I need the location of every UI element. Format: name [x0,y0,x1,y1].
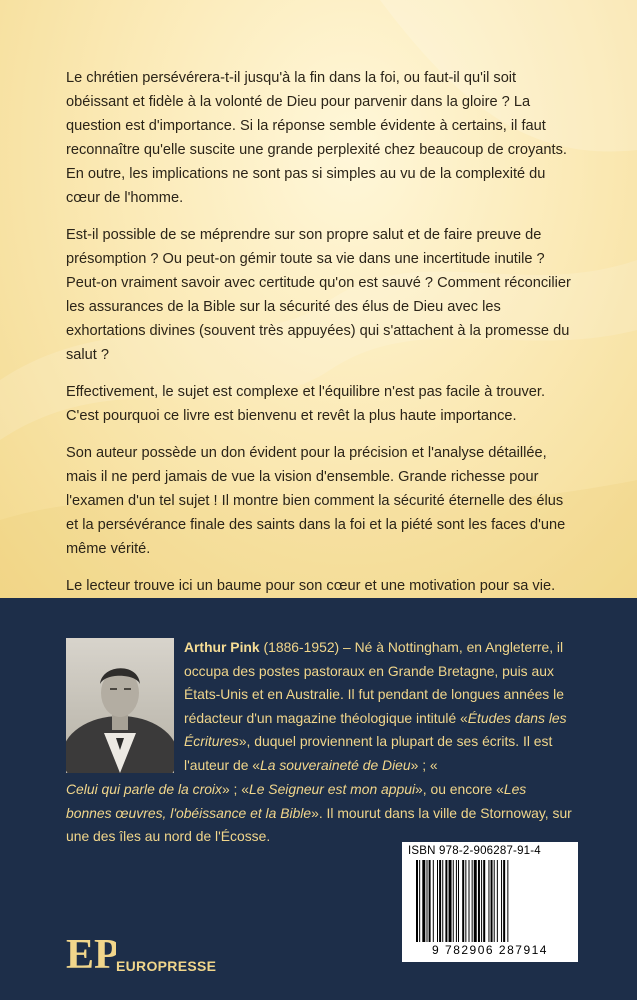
blurb-paragraph: Est-il possible de se méprendre sur son propre salut et de faire preuve de présomption ? Ou peut-on gémir toute sa vie dans une incertitude inutile ? Peut-on vraiment savoir avec certitude qu'on est sauvé ? Comment réconcilier les assurances de la Bible sur la sécurité des élus de Dieu avec les exhortations divines (souvent très appuyées) qui s'attachent à la promesse du salut ? [66,227,571,363]
barcode-bar [419,860,420,942]
barcode-bar [494,860,495,942]
author-panel [0,598,637,1000]
blurb-paragraph: Le lecteur trouve ici un baume pour son cœur et une motivation pour sa vie. [66,578,556,594]
author-bio-continued [66,778,572,849]
barcode-digits: 9 782906 287914 [432,943,548,957]
blurb-paragraph: Le chrétien persévérera-t-il jusqu'à la fin dans la foi, ou faut-il qu'il soit obéissant et fidèle à la volonté de Dieu pour parvenir dans la gloire ? La question est d'importance. Si la réponse semble évidente à certains, il faut reconnaître qu'elle suscite une grande perplexité chez beaucoup de croyants. En outre, les implications ne sont pas si simples au vu de la complexité du cœur de l'homme. [66,70,567,206]
author-name: Arthur Pink [184,639,260,655]
publisher-logo-icon [66,930,116,978]
barcode-bar [439,860,441,942]
barcode-bar [458,860,459,942]
book-title: Le Seigneur est mon appui [249,781,416,797]
barcode-bar [442,860,443,942]
barcode-bar [469,860,470,942]
bio-text: », duquel proviennent la plupart de ses écrits. Il est l'auteur de « [184,733,553,773]
barcode-bar [427,860,428,942]
barcode-bar [503,860,505,942]
barcode-bar [429,860,431,942]
book-title: Les bonnes œuvres, l'obéissance et la Bible [66,781,527,821]
barcode-bar [416,860,418,942]
bio-separator: » ; « [410,756,438,773]
barcode-bar [491,860,493,942]
bio-text: ». Il mourut dans la ville de Stornoway, sur une des îles au nord de l'Écosse. [66,804,572,844]
barcode-bar [488,860,489,942]
barcode-bar [422,860,425,942]
barcode-bar [472,860,473,942]
barcode-bar [483,860,485,942]
barcode-bar [453,860,454,942]
bio-text: – Né à Nottingham, en Angleterre, il occupa des postes pastoraux en Grande Bretagne, puis aux États-Unis et en Australie. Il fut pendant de longues années le rédacteur d'un magazine théologique intitulé « [184,639,564,726]
barcode-bar [501,860,502,942]
bio-separator: » ; « [221,781,249,797]
book-title: La souveraineté de Dieu [260,756,411,773]
barcode-bar [449,860,452,942]
blurb-paragraph: Effectivement, le sujet est complexe et l'équilibre n'est pas facile à trouver. C'est pourquoi ce livre est bienvenu et revêt la plus haute importance. [66,384,546,424]
publisher-name: EUROPRESSE [116,958,217,974]
author-portrait [66,638,174,773]
barcode-bar [437,860,438,942]
blurb-text [66,66,572,598]
book-title: Celui qui parle de la croix [66,781,222,797]
barcode-bar [478,860,480,942]
bio-separator: », ou encore « [415,781,504,797]
barcode-bar [445,860,447,942]
blurb-paragraph: Son auteur possède un don évident pour la précision et l'analyse détaillée, mais il ne perd jamais de vue la vision d'ensemble. Grande richesse pour l'examen d'un tel sujet ! Il montre bien comment la sécurité éternelle des élus et la persévérance finale des saints dans la foi et la piété sont les faces d'une même vérité. [66,445,566,557]
barcode-bar [497,860,498,942]
barcode-bar [456,860,457,942]
barcode-bar [481,860,482,942]
journal-title: Études dans les Écritures [184,709,567,749]
author-dates: (1886-1952) [263,639,340,655]
barcode-bar [474,860,477,942]
barcode-bar [507,860,508,942]
publisher-logo [66,930,266,978]
logo-letters: EP [66,932,116,978]
isbn-barcode [402,842,578,962]
barcode-bar [433,860,434,942]
barcode-bar [462,860,464,942]
isbn-label: ISBN 978-2-906287-91-4 [408,845,541,857]
barcode-bar [465,860,466,942]
author-bio [184,636,576,777]
